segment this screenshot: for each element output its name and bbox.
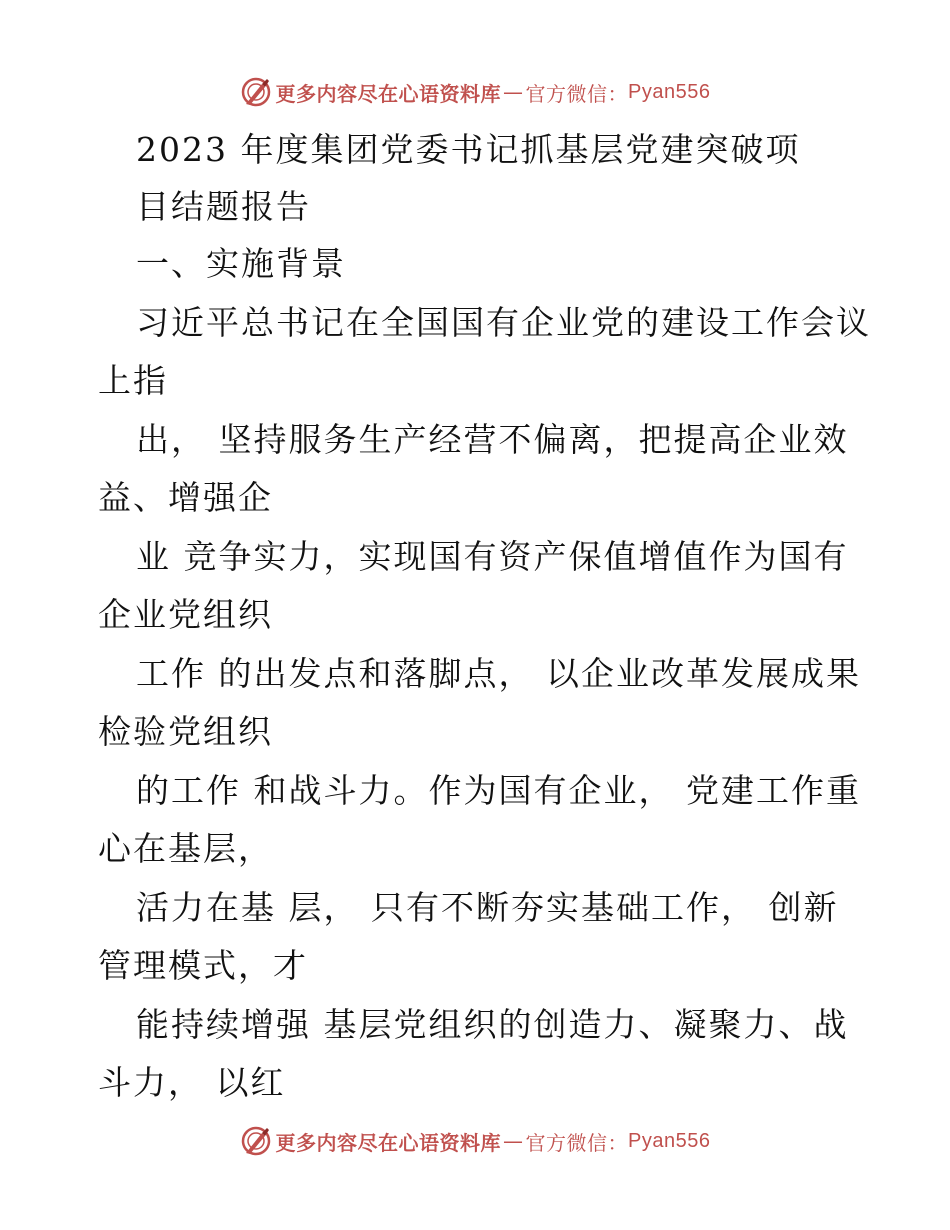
paragraph-line: 上指 [98, 361, 168, 400]
paragraph-line: 企业党组织 [98, 595, 273, 634]
quill-seal-icon [240, 76, 272, 108]
watermark-account: Pyan556 [628, 80, 711, 103]
watermark-banner-top [0, 72, 950, 112]
watermark-promo-text: 更多内容尽在心语资料库 [275, 1130, 502, 1155]
paragraph-line: 管理模式，才 [98, 946, 308, 985]
watermark-promo-text: 更多内容尽在心语资料库 [275, 81, 502, 106]
watermark-dash: — [503, 80, 524, 104]
watermark-account: Pyan556 [628, 1129, 711, 1152]
paragraph-line: 的工作 和战斗力。作为国有企业， 党建工作重 [136, 771, 861, 810]
quill-seal-icon [240, 1125, 272, 1157]
watermark-wechat-label: 官方微信： [525, 81, 629, 106]
paragraph-line: 出， 坚持服务生产经营不偏离，把提高企业效 [136, 420, 849, 459]
paragraph-line: 习近平总书记在全国国有企业党的建设工作会议 [136, 303, 871, 342]
paragraph-line: 业 竞争实力，实现国有资产保值增值作为国有 [136, 537, 849, 576]
watermark-banner-bottom [0, 1121, 950, 1161]
paragraph-line: 心在基层， [98, 829, 273, 868]
watermark-wechat-label: 官方微信： [525, 1130, 629, 1155]
watermark-dash: — [503, 1129, 524, 1153]
section-heading: 一、实施背景 [136, 244, 346, 283]
title-line-2: 目结题报告 [136, 187, 311, 226]
paragraph-line: 工作 的出发点和落脚点， 以企业改革发展成果 [136, 654, 861, 693]
paragraph-line: 能持续增强 基层党组织的创造力、凝聚力、战 [136, 1005, 849, 1044]
paragraph-line: 活力在基 层， 只有不断夯实基础工作， 创新 [136, 888, 839, 927]
paragraph-line: 斗力， 以红 [98, 1063, 286, 1102]
title-line-1: 2023 年度集团党委书记抓基层党建突破项 [136, 130, 801, 169]
paragraph-line: 检验党组织 [98, 712, 273, 751]
paragraph-line: 益、增强企 [98, 478, 273, 517]
